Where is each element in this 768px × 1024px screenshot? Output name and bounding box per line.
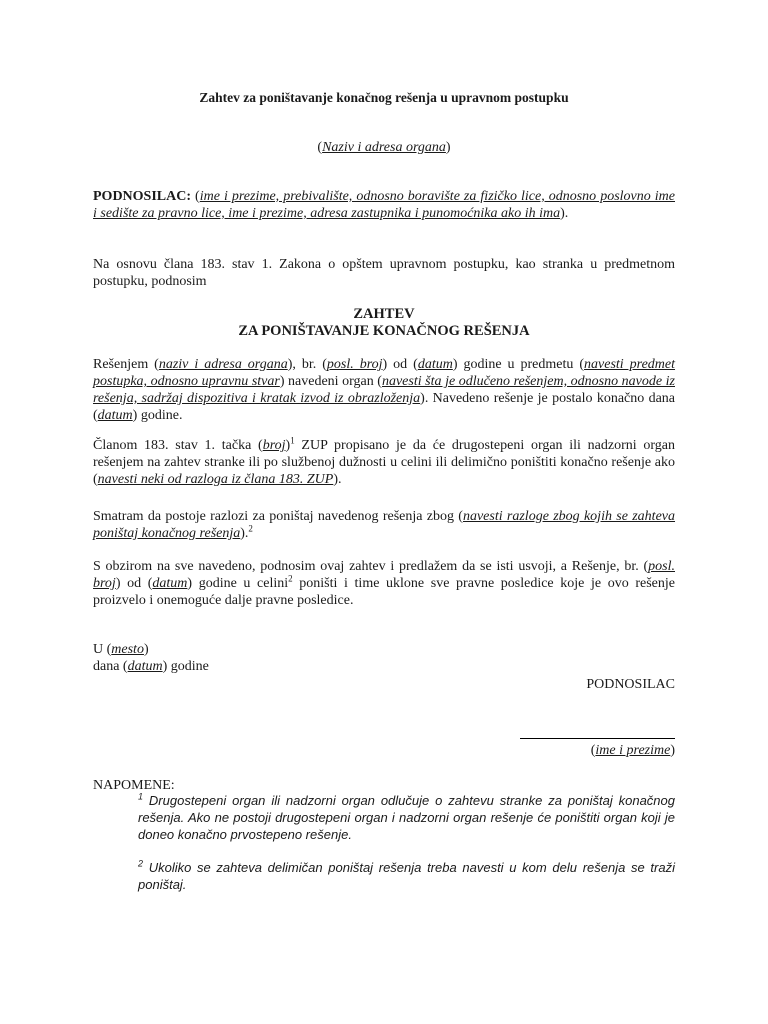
text-segment: ) navedeni organ ( — [279, 374, 382, 389]
text-segment: ( — [590, 743, 596, 758]
grounds-paragraph — [93, 508, 675, 542]
text-segment: ). Navedeno rešenje je postalo konačno dana ( — [93, 391, 675, 423]
text-segment: S obzirom na sve navedeno, podnosim ovaj zahtev i predlažem da se isti usvoji, a Rešenje, br. ( — [93, 559, 649, 574]
legal-basis-paragraph — [93, 437, 675, 488]
placeholder-subject: navesti predmet postupka, odnosno upravnu stvar — [93, 357, 676, 389]
placeholder-decision-summary: navesti šta je odlučeno rešenjem, odnosno navode iz rešenja, sadržaj dispozitiva i kratak izvod iz obrazloženja — [93, 374, 675, 406]
request-heading-line2: ZA PONIŠTAVANJE KONAČNOG REŠENJA — [238, 323, 530, 339]
placeholder-place: mesto — [111, 642, 144, 657]
footnote-ref: 2 — [248, 523, 253, 534]
intro-paragraph: Na osnovu člana 183. stav 1. Zakona o opštem upravnom postupku, kao stranka u predmetnom postupku, podnosim — [93, 257, 675, 289]
text-segment: ZUP propisano je da će drugostepeni organ ili nadzorni organ rešenjem na zahtev stranke ili po službenoj dužnosti u celini ili delimično poništiti konačno rešenje ako ( — [93, 438, 675, 487]
placeholder-date: datum — [127, 659, 163, 674]
text-segment: Članom 183. stav 1. tačka ( — [93, 438, 263, 453]
placeholder-item-number: broj — [262, 438, 286, 453]
text-segment: U ( — [93, 642, 112, 657]
placeholder-signer-name: ime i prezime — [595, 743, 671, 758]
applicant-label: PODNOSILAC: — [93, 189, 192, 204]
text-segment: ), br. ( — [287, 357, 327, 372]
note-text: Ukoliko se zahteva delimičan poništaj rešenja treba navesti u kom delu rešenja se traži poništaj. — [138, 860, 675, 892]
placeholder-case-number: posl. broj — [326, 357, 383, 372]
placeholder-reason: navesti neki od razloga iz člana 183. ZUP — [97, 472, 334, 487]
text-segment: ). — [240, 526, 249, 541]
text-segment: ) — [285, 438, 291, 453]
organ-placeholder-line — [0, 139, 768, 156]
placeholder-final-date: datum — [97, 408, 133, 423]
signature-name-line — [591, 742, 675, 759]
text-segment: ) od ( — [382, 357, 418, 372]
request-heading-line1: ZAHTEV — [353, 306, 415, 322]
note-item-2 — [138, 859, 675, 893]
placeholder-grounds: navesti razloge zbog kojih se zahteva poništaj konačnog rešenja — [93, 509, 676, 541]
organ-close: ) — [445, 140, 451, 155]
text-segment: ) od ( — [115, 576, 153, 591]
note-number: 2 — [138, 858, 144, 869]
decision-paragraph — [93, 356, 675, 424]
text-segment: ) — [143, 642, 149, 657]
date-line — [93, 658, 675, 675]
placeholder-organ-name: naziv i adresa organa — [158, 357, 288, 372]
place-line — [93, 641, 675, 658]
footnote-ref: 1 — [290, 435, 295, 446]
signature-label: PODNOSILAC — [586, 677, 675, 692]
text-segment: Smatram da postoje razlozi za poništaj navedenog rešenja zbog ( — [93, 509, 463, 524]
placeholder-date: datum — [152, 576, 188, 591]
notes-label: NAPOMENE: — [93, 778, 175, 793]
applicant-open: ( — [191, 189, 200, 204]
organ-placeholder: Naziv i adresa organa — [322, 140, 446, 155]
placeholder-case-number: posl. broj — [93, 559, 675, 591]
note-text: Drugostepeni organ ili nadzorni organ odlučuje o zahtevu stranke za poništaj konačnog rešenja. Ako ne postoji drugostepeni organ i nadzorni organ rešenje će poništiti organ koji je doneo konačno prvostepeno rešenje. — [138, 793, 675, 842]
placeholder-date: datum — [417, 357, 453, 372]
text-segment: ). — [333, 472, 342, 487]
applicant-placeholder: ime i prezime, prebivalište, odnosno boravište za fizičko lice, odnosno poslovno ime i sedište za pravno lice, ime i prezime, adresa zastupnika i punomoćnika ako ih ima — [93, 189, 675, 221]
note-item-1 — [138, 792, 675, 843]
text-segment: Rešenjem ( — [93, 357, 159, 372]
applicant-paragraph — [93, 188, 675, 222]
text-segment: ) godine. — [132, 408, 183, 423]
text-segment: ) — [670, 743, 675, 758]
organ-open: ( — [317, 140, 323, 155]
document-title: Zahtev za poništavanje konačnog rešenja u upravnom postupku — [199, 90, 569, 105]
text-segment: ) godine u celini — [187, 576, 289, 591]
note-number: 1 — [138, 791, 144, 802]
footnote-ref: 2 — [288, 573, 293, 584]
applicant-close: ). — [560, 206, 569, 221]
text-segment: poništi i time uklone sve pravne posledice koje je ovo rešenje proizvelo i onemoguće dalje pravne posledice. — [93, 576, 675, 608]
signature-line — [520, 738, 675, 739]
text-segment: ) godine — [162, 659, 209, 674]
proposal-paragraph — [93, 558, 675, 609]
text-segment: ) godine u predmetu ( — [452, 357, 585, 372]
text-segment: dana ( — [93, 659, 128, 674]
